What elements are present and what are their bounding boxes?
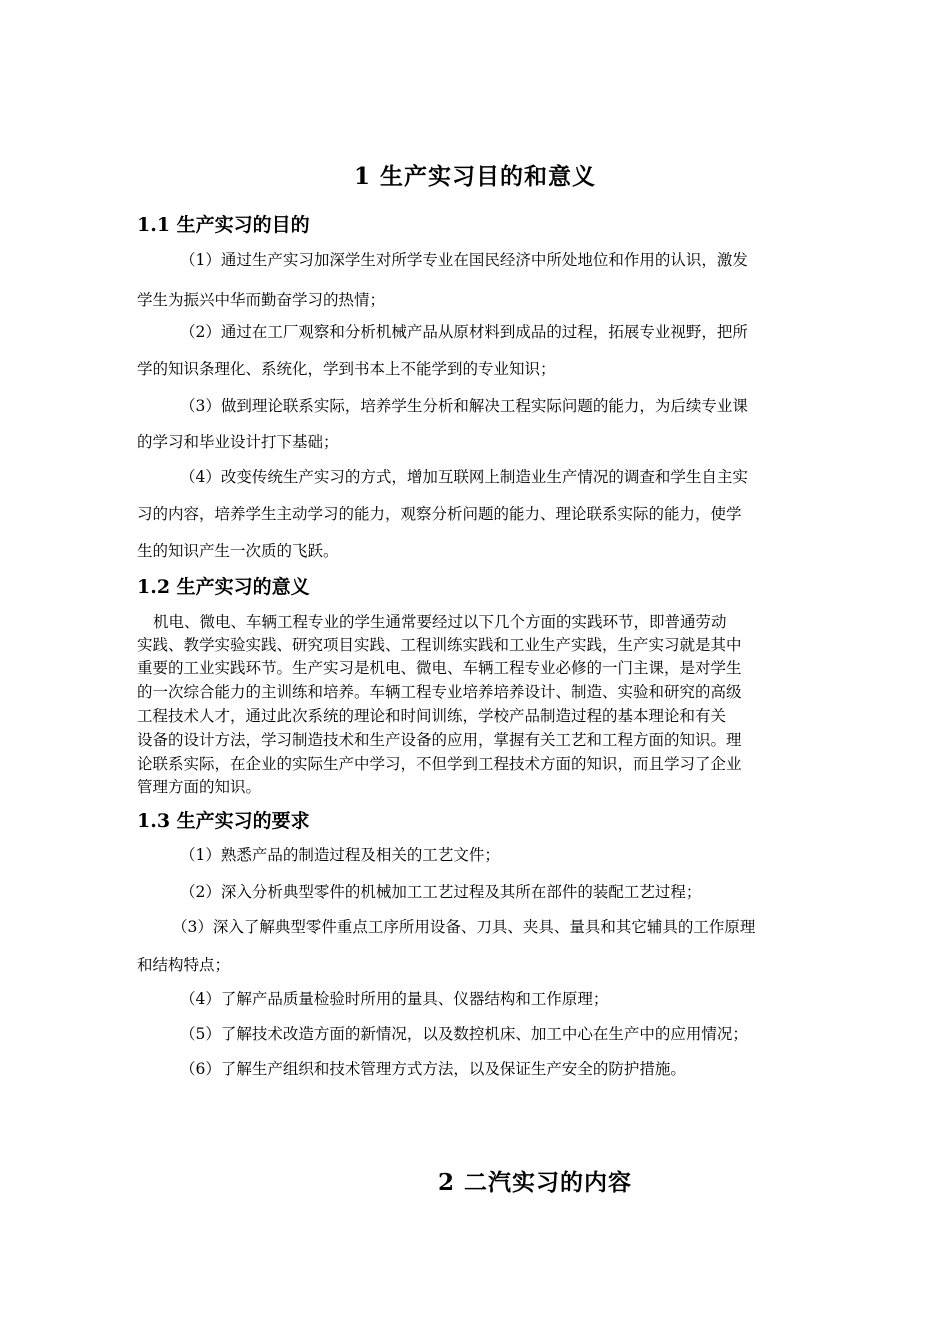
paragraph-line: 重要的工业实践环节。生产实习是机电、微电、车辆工程专业必修的一门主课，是对学生 — [137, 659, 742, 677]
requirement-item: （5）了解技术改造方面的新情况，以及数控机床、加工中心在生产中的应用情况； — [180, 1025, 748, 1043]
requirement-item: （4）了解产品质量检验时所用的量具、仪器结构和工作原理； — [180, 990, 609, 1008]
paragraph-line: 的学习和毕业设计打下基础； — [137, 433, 339, 451]
requirement-item: 和结构特点； — [137, 956, 231, 974]
requirement-item: （6）了解生产组织和技术管理方式方法，以及保证生产安全的防护措施。 — [180, 1060, 686, 1078]
paragraph-line: 实践、教学实验实践、研究项目实践、工程训练实践和工业生产实践，生产实习就是其中 — [137, 636, 742, 654]
paragraph-line: （1）通过生产实习加深学生对所学专业在国民经济中所处地位和作用的认识，激发 — [180, 251, 748, 269]
paragraph-line: 机电、微电、车辆工程专业的学生通常要经过以下几个方面的实践环节，即普通劳动 — [153, 613, 727, 631]
paragraph-line: 的一次综合能力的主训练和培养。车辆工程专业培养培养设计、制造、实验和研究的高级 — [137, 683, 742, 701]
paragraph-line: 管理方面的知识。 — [137, 778, 262, 796]
paragraph-line: 学生为振兴中华而勤奋学习的热情； — [137, 291, 386, 309]
paragraph-line: 习的内容，培养学生主动学习的能力，观察分析问题的能力、理论联系实际的能力，使学 — [137, 505, 742, 523]
chapter-1-title: 1 生产实习目的和意义 — [353, 163, 596, 190]
requirement-item: （1）熟悉产品的制造过程及相关的工艺文件； — [180, 846, 500, 864]
section-1-2-title: 1.2 生产实习的意义 — [137, 576, 310, 598]
paragraph-line: 设备的设计方法，学习制造技术和生产设备的应用，掌握有关工艺和工程方面的知识。理 — [137, 731, 742, 749]
paragraph-line: 论联系实际，在企业的实际生产中学习，不但学到工程技术方面的知识，而且学习了企业 — [137, 755, 742, 773]
section-1-1-title: 1.1 生产实习的目的 — [137, 214, 310, 236]
paragraph-line: 生的知识产生一次质的飞跃。 — [137, 542, 339, 560]
paragraph-line: （3）做到理论联系实际，培养学生分析和解决工程实际问题的能力，为后续专业课 — [180, 397, 748, 415]
chapter-2-title: 2 二汽实习的内容 — [437, 1169, 632, 1196]
paragraph-line: （4）改变传统生产实习的方式，增加互联网上制造业生产情况的调查和学生自主实 — [180, 468, 748, 486]
requirement-item: （2）深入分析典型零件的机械加工工艺过程及其所在部件的装配工艺过程； — [180, 883, 702, 901]
paragraph-line: （2）通过在工厂观察和分析机械产品从原材料到成品的过程，拓展专业视野，把所 — [180, 323, 748, 341]
section-1-3-title: 1.3 生产实习的要求 — [137, 810, 310, 832]
paragraph-line: 学的知识条理化、系统化，学到书本上不能学到的专业知识； — [137, 360, 556, 378]
paragraph-line: 工程技术人才，通过此次系统的理论和时间训练，学校产品制造过程的基本理论和有关 — [137, 707, 727, 725]
requirement-item: （3）深入了解典型零件重点工序所用设备、刀具、夹具、量具和其它辅具的工作原理 — [172, 918, 756, 936]
